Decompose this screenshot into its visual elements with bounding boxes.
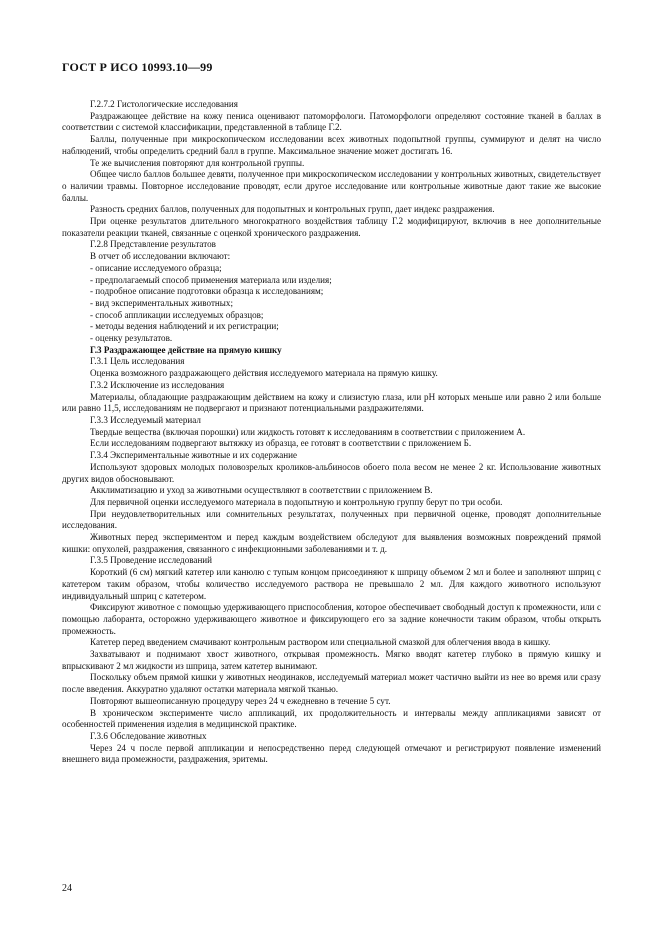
list-item: - подробное описание подготовки образца к исследованиям; xyxy=(90,286,324,297)
paragraph: Те же вычисления повторяют для контрольной группы. xyxy=(90,157,305,168)
paragraph: При неудовлетворительных или сомнительных результатах, полученных при первичной оценке, проводят дополнительные исследования. xyxy=(62,508,601,531)
paragraph: Для первичной оценки исследуемого материала в подопытную и контрольную группу берут по три особи. xyxy=(90,496,503,507)
paragraph: Через 24 ч после первой аппликации и непосредственно перед следующей отмечают и регистрируют появление изменений внешнего вида промежности, раздражения, эритемы. xyxy=(62,742,601,765)
paragraph: Животных перед экспериментом и перед каждым воздействием обследуют для выявления возможных повреждений прямой кишки: опухолей, раздражения, связанного с инфекционными заболеваниями и т. д. xyxy=(62,532,601,554)
paragraph: Баллы, полученные при микроскопическом исследовании всех животных подопытной группы, суммируют и делят на число наблюдений, чтобы определить средний балл в группе. Максимальное значение может достигать 16. xyxy=(62,134,601,156)
list-item: - предполагаемый способ применения материала или изделия; xyxy=(90,274,332,285)
paragraph: При оценке результатов длительного многократного воздействия таблицу Г.2 модифицируют, включив в нее дополнительные показатели реакции тканей, связанные с оценкой хронического раздражения. xyxy=(62,216,601,238)
paragraph: Если исследованиям подвергают вытяжку из образца, ее готовят в соответствии с приложением Б. xyxy=(90,438,472,449)
list-item: - вид экспериментальных животных; xyxy=(90,297,233,308)
paragraph: Акклиматизацию и уход за животными осуществляют в соответствии с приложением В. xyxy=(90,485,433,496)
paragraph: Разность средних баллов, полученных для подопытных и контрольных групп, дает индекс раздражения. xyxy=(90,204,495,215)
paragraph: Общее число баллов большее девяти, полученное при микроскопическом исследовании у контрольных животных, свидетельствует о наличии травмы. Повторное исследование проводят, если другое исследование или контрольные животные дают такие же высокие баллы. xyxy=(62,169,601,203)
paragraph: Г.3.1 Цель исследования xyxy=(90,356,185,367)
paragraph: Материалы, обладающие раздражающим действием на кожу и слизистую глаза, или pH которых меньше или равно 2 или больше или равно 11,5, исследованиям не подвергают и признают потенциальными раздражителями. xyxy=(62,391,601,414)
section-heading: Г.3 Раздражающее действие на прямую кишку xyxy=(90,344,282,355)
paragraph: В отчет об исследовании включают: xyxy=(90,251,231,262)
paragraph: Г.3.3 Исследуемый материал xyxy=(90,414,201,425)
paragraph: В хроническом эксперименте число аппликаций, их продолжительность и интервалы между аппликациями зависят от особенностей применения изделия в медицинской практике. xyxy=(62,707,601,730)
document-body xyxy=(62,99,601,766)
list-item: - оценку результатов. xyxy=(90,333,173,344)
paragraph: Короткий (6 см) мягкий катетер или канюлю с тупым концом присоединяют к шприцу объемом 2 мл и более и заполняют шприц с катетером таким образом, чтобы количество исследуемого раствора не превышало 2 мл. Для каждого животного используют индивидуальный шприц с катетером. xyxy=(62,567,601,601)
paragraph: Фиксируют животное с помощью удерживающего приспособления, которое обеспечивает свободный доступ к промежности, или с помощью лаборанта, осторожно удерживающего животное и фиксирующего его за задние конечности таким образом, чтобы открыть промежность. xyxy=(62,602,601,636)
paragraph: Г.3.4 Экспериментальные животные и их содержание xyxy=(90,450,298,461)
page-number: 24 xyxy=(62,883,72,894)
paragraph: Г.2.7.2 Гистологические исследования xyxy=(90,99,238,109)
document-header: ГОСТ Р ИСО 10993.10—99 xyxy=(62,60,213,74)
paragraph: Раздражающее действие на кожу пениса оценивают патоморфологи. Патоморфологи определяют состояние тканей в баллах в соответствии с системой классификации, представленной в таблице Г.2. xyxy=(62,110,601,133)
paragraph: Г.3.5 Проведение исследований xyxy=(90,555,213,566)
paragraph: Используют здоровых молодых половозрелых кроликов-альбиносов обоего пола весом не менее 2 кг. Использование животных других видов обосновывают. xyxy=(62,461,601,484)
paragraph: Катетер перед введением смачивают контрольным раствором или специальной смазкой для облегчения ввода в кишку. xyxy=(90,637,551,648)
paragraph: Г.3.2 Исключение из исследования xyxy=(90,379,225,390)
paragraph: Г.2.8 Представление результатов xyxy=(90,239,216,250)
list-item: - способ аппликации исследуемых образцов; xyxy=(90,309,264,320)
paragraph: Г.3.6 Обследование животных xyxy=(90,730,207,741)
paragraph: Захватывают и поднимают хвост животного, открывая промежность. Мягко вводят катетер глубоко в прямую кишку и впрыскивают 2 мл жидкости из шприца, затем катетер вынимают. xyxy=(62,649,601,671)
paragraph: Повторяют вышеописанную процедуру через 24 ч ежедневно в течение 5 сут. xyxy=(90,695,391,706)
paragraph: Поскольку объем прямой кишки у животных неодинаков, исследуемый материал может частично выйти из нее во время или сразу после введения. Аккуратно удаляют остатки материала мягкой тканью. xyxy=(62,672,601,695)
list-item: - описание исследуемого образца; xyxy=(90,262,222,273)
paragraph: Твердые вещества (включая порошки) или жидкость готовят к исследованиям в соответствии с приложением А. xyxy=(90,426,526,437)
list-item: - методы ведения наблюдений и их регистрации; xyxy=(90,321,279,332)
paragraph: Оценка возможного раздражающего действия исследуемого материала на прямую кишку. xyxy=(90,368,438,379)
